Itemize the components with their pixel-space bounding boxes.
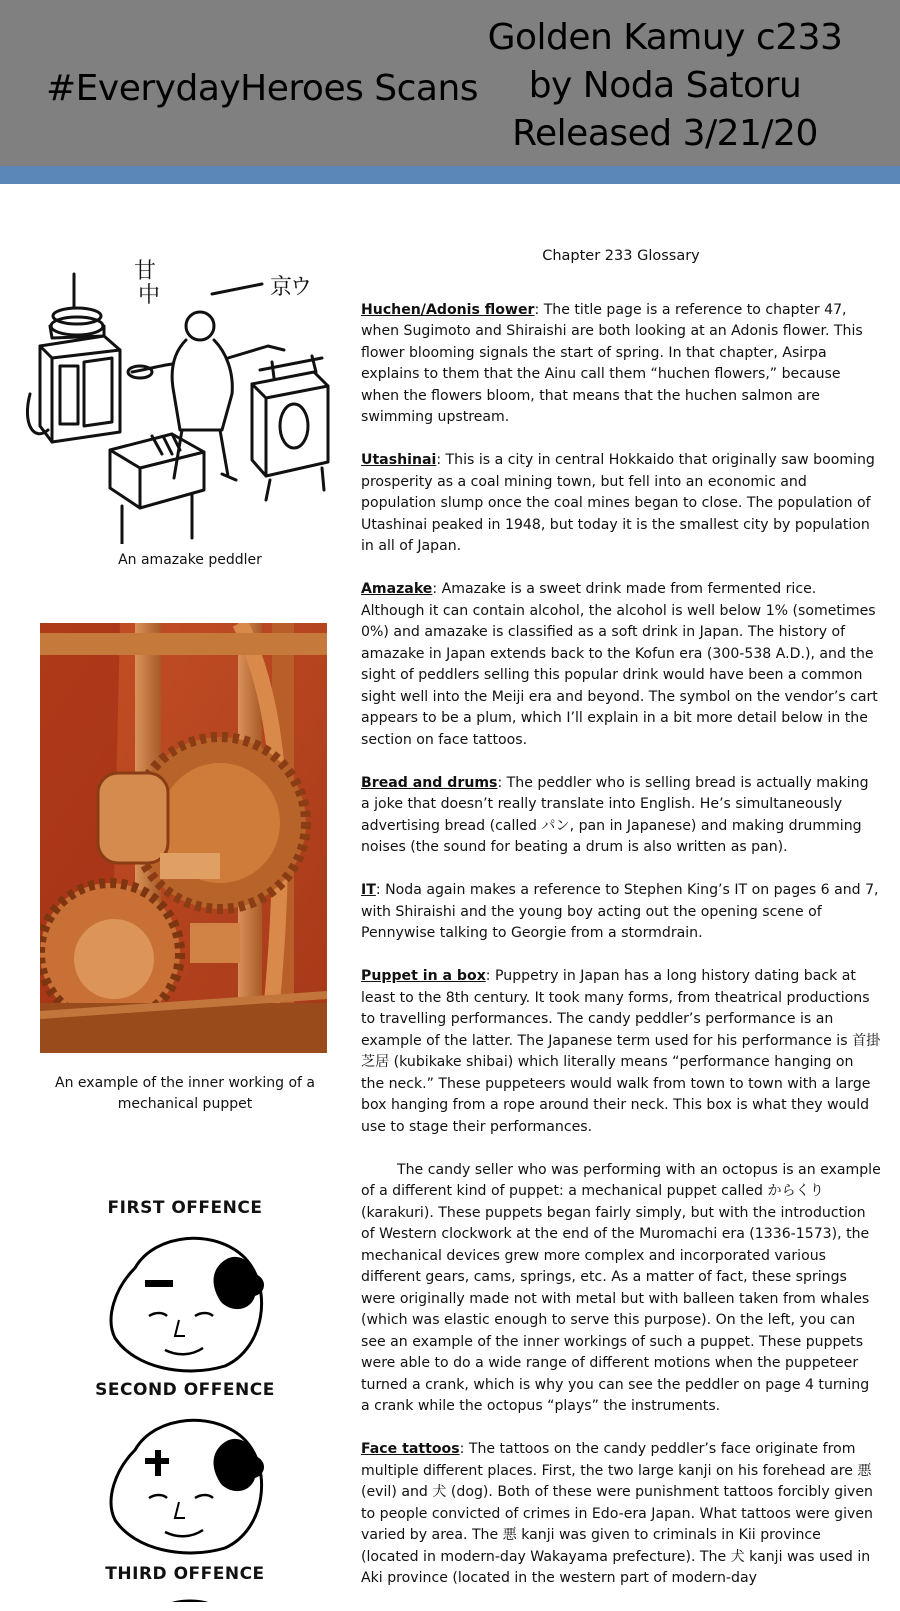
glossary-term: Puppet in a box [361, 968, 486, 984]
release-info [480, 14, 850, 158]
second-offence-label: SECOND OFFENCE [95, 1380, 275, 1400]
header-banner [0, 0, 900, 166]
glossary-entry-utashinai [361, 450, 881, 558]
third-offence-face-icon [105, 1592, 275, 1602]
glossary-entry-it [361, 880, 881, 945]
glossary-entry-face-tattoos [361, 1439, 881, 1590]
glossary-term: Huchen/Adonis flower [361, 301, 535, 318]
glossary-body: : The tattoos on the candy peddler’s face originate from multiple different places. First, the two large kanji on his forehead are 悪 (evil) and 犬 (dog). Both of these were punishment tattoos forcibly given to people convicted of crimes in Edo-era Japan. What tattoos were given varied by area. The 悪 kanji was given to criminals in Kii province (located in modern-day Wakayama prefecture). The 犬 kanji was used in Aki province (located in the western part of modern-day [361, 1441, 873, 1586]
glossary-body: : This is a city in central Hokkaido that originally saw booming prosperity as a coal mining town, but fell into an economic and population slump once the coal mines began to close. The population of Utashinai peaked in 1948, but today it is the smallest city by population in all of Japan. [361, 452, 875, 554]
amazake-peddler-illustration [22, 254, 342, 544]
glossary-term: Utashinai [361, 452, 437, 468]
release-date: Released 3/21/20 [512, 113, 818, 154]
glossary-entry-huchen [361, 300, 881, 429]
glossary-column [361, 184, 881, 1611]
puppet-caption: An example of the inner working of a mechanical puppet [55, 1075, 315, 1112]
glossary-entry-amazake [361, 579, 881, 751]
glossary-term: Bread and drums [361, 774, 498, 791]
glossary-puppet-paragraph: The candy seller who was performing with an octopus is an example of a different kind of puppet: a mechanical puppet called からくり (karakuri). These puppets began fairly simply, but with the introduction of Western clockwork at the end of the Muromachi era (1336-1573), the mechanical devices grew more complex and incorporated various different gears, cams, springs, etc. As a matter of fact, these springs were originally made not with metal but with balleen taken from whales (which was elastic enough to serve this purpose). On the left, you can see an example of the inner workings of such a puppet. These puppets were able to do a wide range of different motions when the puppeteer turned a crank, which is why you can see the peddler on page 4 turning a crank while the octopus “plays” the instruments. [361, 1161, 881, 1414]
glossary-body: : The title page is a reference to chapter 47, when Sugimoto and Shiraishi are both looking at an Adonis flower. This flower blooming signals the start of spring. In that chapter, Asirpa explains to them that the Ainu call them “huchen flowers,” because when the flowers bloom, that means that the huchen salmon are swimming upstream. [361, 301, 863, 425]
glossary-title: Chapter 233 Glossary [542, 248, 700, 264]
third-offence-label: THIRD OFFENCE [105, 1564, 265, 1584]
glossary-entry-puppet-in-a-box [361, 966, 881, 1138]
peddler-caption: An amazake peddler [118, 552, 262, 568]
mechanical-puppet-photo [40, 623, 327, 1053]
glossary-entry-bread-and-drums [361, 773, 881, 859]
figures-column [0, 184, 345, 1602]
header-stripe [0, 166, 900, 184]
scan-group-name: #EverydayHeroes Scans [46, 68, 479, 109]
svg-text:ウ: ウ [290, 275, 313, 300]
second-offence-face-icon [105, 1410, 275, 1555]
svg-text:中: 中 [138, 283, 161, 308]
glossary-body: : Puppetry in Japan has a long history dating back at least to the 8th century. It took many forms, from theatrical productions to travelling performances. The candy peddler’s performance is an example of the latter. The Japanese term used for his performance is 首掛芝居 (kubikake shibai) which literally means “performance hanging on the neck.” These puppeteers would walk from town to town with a large box hanging from a rope around their neck. This box is what they would use to stage their performances. [361, 968, 881, 1135]
svg-text:京: 京 [270, 275, 293, 300]
glossary-body: : Noda again makes a reference to Stephen King’s IT on pages 6 and 7, with Shiraishi and the young boy acting out the opening scene of Pennywise talking to Georgie from a stormdrain. [361, 882, 879, 941]
svg-text:甘: 甘 [134, 259, 157, 284]
first-offence-face-icon [105, 1228, 275, 1373]
glossary-term: Face tattoos [361, 1441, 460, 1457]
glossary-body: : The peddler who is selling bread is actually making a joke that doesn’t really translate into English. He’s simultaneously advertising bread (called パン, pan in Japanese) and making drumming noises (the sound for beating a drum is also written as pan). [361, 774, 869, 855]
glossary-term: Amazake [361, 581, 433, 597]
first-offence-label: FIRST OFFENCE [107, 1198, 263, 1218]
glossary-term: IT [361, 882, 376, 898]
chapter-title: Golden Kamuy c233 [487, 17, 843, 58]
glossary-body: : Amazake is a sweet drink made from fermented rice. Although it can contain alcohol, the alcohol is well below 1% (sometimes 0%) and amazake is classified as a soft drink in Japan. The history of amazake in Japan extends back to the Kofun era (300-538 A.D.), and the sight of peddlers selling this popular drink would have been a common sight well into the Meiji era and beyond. The symbol on the vendor’s cart appears to be a plum, which I’ll explain in a bit more detail below in the section on face tattoos. [361, 581, 878, 748]
author-line: by Noda Satoru [528, 65, 802, 106]
